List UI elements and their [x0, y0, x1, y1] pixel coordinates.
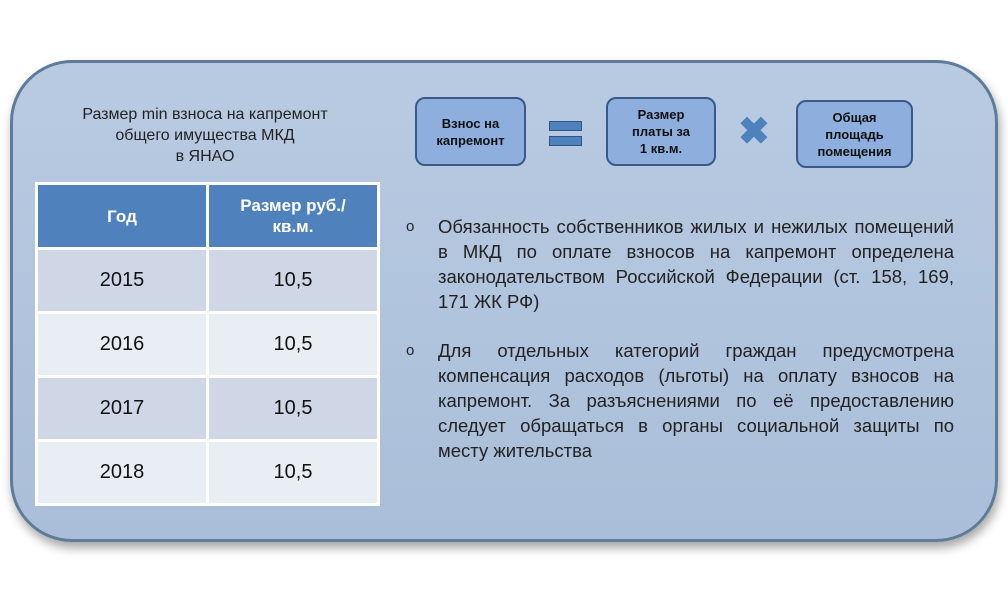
table-row: [37, 313, 379, 377]
cell-rate: 10,5: [208, 441, 379, 505]
table-title-line: общего имущества МКД: [115, 127, 295, 144]
table-title-line: в ЯНАО: [175, 148, 235, 165]
table-row: [37, 441, 379, 505]
cell-rate: 10,5: [208, 249, 379, 313]
formula-box-area: [796, 100, 913, 168]
cell-rate: 10,5: [208, 377, 379, 441]
equals-icon: [549, 136, 582, 146]
bullet-text: Обязанность собственников жилых и нежилых помещений в МКД по оплате взносов на капремонт определена законодательством Российской Федерации (ст. 158, 169, 171 ЖК РФ): [438, 216, 954, 312]
cell-year: 2017: [37, 377, 208, 441]
bullet-list: [406, 214, 954, 487]
header-rate: [208, 184, 379, 249]
formula-box-area-label: Общая площадь помещения: [817, 109, 892, 159]
formula-box-rate: [606, 97, 716, 166]
equals-icon: [549, 121, 582, 131]
list-item: [406, 214, 954, 314]
table-title-line: Размер min взноса на капремонт: [82, 106, 328, 123]
formula-box-contribution-label: Взнос на капремонт: [436, 115, 505, 148]
table-header-row: [37, 184, 379, 249]
table-row: [37, 249, 379, 313]
table-title: [40, 104, 370, 167]
formula-box-rate-label: Размер платы за 1 кв.м.: [632, 107, 690, 156]
cell-year: 2018: [37, 441, 208, 505]
header-rate-label: Размер руб./кв.м.: [240, 196, 346, 236]
cell-rate: 10,5: [208, 313, 379, 377]
bullet-text: Для отдельных категорий граждан предусмотрена компенсация расходов (льготы) на оплату взносов на капремонт. За разъяснениями по её предоставлению следует обращаться в органы социальной защиты по месту жительства: [438, 340, 954, 461]
multiply-icon: ✖: [738, 111, 770, 153]
rate-table: [35, 182, 380, 506]
list-item: [406, 338, 954, 463]
formula-box-contribution: [415, 97, 526, 166]
bullet-marker: o: [406, 218, 415, 235]
bullet-marker: o: [406, 342, 415, 359]
header-year: Год: [37, 184, 208, 249]
cell-year: 2016: [37, 313, 208, 377]
table-row: [37, 377, 379, 441]
cell-year: 2015: [37, 249, 208, 313]
